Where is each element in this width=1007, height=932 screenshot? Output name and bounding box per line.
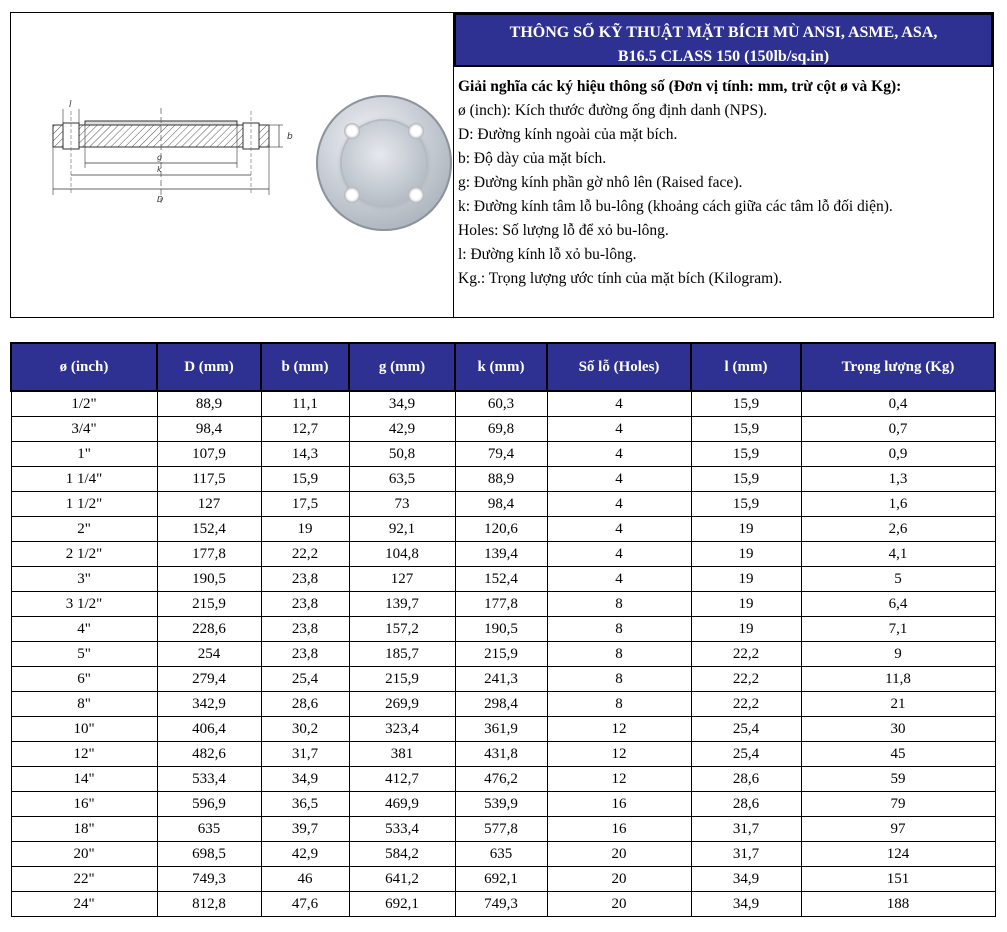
cell-nps: 6" [11, 667, 157, 692]
cell-thickness: 42,9 [261, 842, 349, 867]
cell-thickness: 34,9 [261, 767, 349, 792]
col-header-bolt-circle: k (mm) [455, 343, 547, 391]
cell-weight: 11,8 [801, 667, 995, 692]
col-header-thickness: b (mm) [261, 343, 349, 391]
label-l: l [69, 100, 72, 110]
cell-raised-face: 412,7 [349, 767, 455, 792]
cell-weight: 1,3 [801, 467, 995, 492]
bolt-hole [344, 187, 360, 203]
cell-thickness: 11,1 [261, 391, 349, 417]
cell-thickness: 39,7 [261, 817, 349, 842]
cell-nps: 1/2" [11, 391, 157, 417]
cell-nps: 14" [11, 767, 157, 792]
cell-hole-diameter: 15,9 [691, 492, 801, 517]
cell-outer-diameter: 98,4 [157, 417, 261, 442]
table-row [11, 492, 995, 517]
cell-bolt-circle: 120,6 [455, 517, 547, 542]
table-row [11, 642, 995, 667]
cell-outer-diameter: 228,6 [157, 617, 261, 642]
col-header-weight: Trọng lượng (Kg) [801, 343, 995, 391]
table-row [11, 817, 995, 842]
title-line-2: B16.5 CLASS 150 (150lb/sq.in) [617, 48, 830, 65]
cell-outer-diameter: 279,4 [157, 667, 261, 692]
cell-holes: 4 [547, 542, 691, 567]
table-row [11, 417, 995, 442]
cell-thickness: 25,4 [261, 667, 349, 692]
cell-holes: 16 [547, 792, 691, 817]
cell-outer-diameter: 533,4 [157, 767, 261, 792]
cell-outer-diameter: 635 [157, 817, 261, 842]
cell-holes: 20 [547, 842, 691, 867]
cell-holes: 12 [547, 717, 691, 742]
bolt-hole [408, 187, 424, 203]
cell-weight: 30 [801, 717, 995, 742]
cell-weight: 6,4 [801, 592, 995, 617]
cell-outer-diameter: 812,8 [157, 892, 261, 917]
cell-outer-diameter: 215,9 [157, 592, 261, 617]
cell-bolt-circle: 139,4 [455, 542, 547, 567]
cell-weight: 9 [801, 642, 995, 667]
cell-outer-diameter: 254 [157, 642, 261, 667]
cell-outer-diameter: 749,3 [157, 867, 261, 892]
col-header-hole-diameter: l (mm) [691, 343, 801, 391]
cell-weight: 188 [801, 892, 995, 917]
blind-flange-photo [316, 95, 452, 231]
label-k: k [157, 165, 162, 174]
table-row [11, 467, 995, 492]
cell-raised-face: 50,8 [349, 442, 455, 467]
table-row [11, 692, 995, 717]
cell-outer-diameter: 190,5 [157, 567, 261, 592]
cell-raised-face: 469,9 [349, 792, 455, 817]
cell-weight: 79 [801, 792, 995, 817]
cell-holes: 8 [547, 592, 691, 617]
legend-item: Kg.: Trọng lượng ước tính của mặt bích (Kilogram). [458, 270, 783, 287]
cell-thickness: 14,3 [261, 442, 349, 467]
cell-bolt-circle: 177,8 [455, 592, 547, 617]
legend-item: b: Độ dày của mặt bích. [458, 150, 607, 167]
cell-raised-face: 692,1 [349, 892, 455, 917]
cell-nps: 18" [11, 817, 157, 842]
cell-nps: 3 1/2" [11, 592, 157, 617]
page-title [454, 13, 993, 67]
cell-hole-diameter: 28,6 [691, 767, 801, 792]
cell-hole-diameter: 31,7 [691, 817, 801, 842]
cell-nps: 8" [11, 692, 157, 717]
cell-raised-face: 92,1 [349, 517, 455, 542]
cell-thickness: 46 [261, 867, 349, 892]
flange-illustration [11, 13, 454, 317]
cell-weight: 0,9 [801, 442, 995, 467]
cell-nps: 1 1/4" [11, 467, 157, 492]
legend-item: D: Đường kính ngoài của mặt bích. [458, 126, 678, 143]
cell-holes: 8 [547, 667, 691, 692]
cell-raised-face: 63,5 [349, 467, 455, 492]
cell-holes: 16 [547, 817, 691, 842]
cell-raised-face: 185,7 [349, 642, 455, 667]
table-row [11, 842, 995, 867]
cell-thickness: 28,6 [261, 692, 349, 717]
cell-hole-diameter: 19 [691, 542, 801, 567]
cell-weight: 97 [801, 817, 995, 842]
cell-weight: 1,6 [801, 492, 995, 517]
table-row [11, 442, 995, 467]
cell-outer-diameter: 127 [157, 492, 261, 517]
cell-raised-face: 381 [349, 742, 455, 767]
cell-thickness: 15,9 [261, 467, 349, 492]
label-g: g [157, 153, 163, 162]
symbol-legend [454, 67, 993, 291]
bolt-hole [344, 123, 360, 139]
cell-bolt-circle: 298,4 [455, 692, 547, 717]
cell-holes: 4 [547, 567, 691, 592]
cell-nps: 3/4" [11, 417, 157, 442]
cell-hole-diameter: 34,9 [691, 867, 801, 892]
legend-item: k: Đường kính tâm lỗ bu-lông (khoảng cách giữa các tâm lỗ đối diện). [458, 198, 893, 215]
cell-thickness: 23,8 [261, 567, 349, 592]
cell-raised-face: 323,4 [349, 717, 455, 742]
cell-weight: 2,6 [801, 517, 995, 542]
cell-nps: 16" [11, 792, 157, 817]
cell-raised-face: 641,2 [349, 867, 455, 892]
table-row [11, 617, 995, 642]
cell-nps: 4" [11, 617, 157, 642]
cell-raised-face: 42,9 [349, 417, 455, 442]
cell-weight: 7,1 [801, 617, 995, 642]
cell-bolt-circle: 152,4 [455, 567, 547, 592]
table-row [11, 867, 995, 892]
table-row [11, 391, 995, 417]
col-header-holes: Số lỗ (Holes) [547, 343, 691, 391]
cell-outer-diameter: 482,6 [157, 742, 261, 767]
cell-outer-diameter: 107,9 [157, 442, 261, 467]
cell-weight: 21 [801, 692, 995, 717]
cell-thickness: 19 [261, 517, 349, 542]
cell-weight: 124 [801, 842, 995, 867]
cell-hole-diameter: 25,4 [691, 717, 801, 742]
cell-nps: 2" [11, 517, 157, 542]
cell-nps: 20" [11, 842, 157, 867]
cell-bolt-circle: 577,8 [455, 817, 547, 842]
cell-outer-diameter: 596,9 [157, 792, 261, 817]
cell-bolt-circle: 635 [455, 842, 547, 867]
cell-nps: 1 1/2" [11, 492, 157, 517]
cell-holes: 4 [547, 517, 691, 542]
cell-holes: 20 [547, 867, 691, 892]
cell-raised-face: 157,2 [349, 617, 455, 642]
cell-bolt-circle: 79,4 [455, 442, 547, 467]
table-row [11, 542, 995, 567]
cell-weight: 0,4 [801, 391, 995, 417]
spec-table [10, 342, 996, 917]
cell-outer-diameter: 342,9 [157, 692, 261, 717]
title-line-1: THÔNG SỐ KỸ THUẬT MẶT BÍCH MÙ ANSI, ASME, ASA, [509, 24, 938, 41]
table-row [11, 517, 995, 542]
cell-nps: 2 1/2" [11, 542, 157, 567]
cell-thickness: 12,7 [261, 417, 349, 442]
col-header-outer-diameter: D (mm) [157, 343, 261, 391]
cell-hole-diameter: 34,9 [691, 892, 801, 917]
cell-hole-diameter: 15,9 [691, 442, 801, 467]
cell-weight: 4,1 [801, 542, 995, 567]
cell-bolt-circle: 692,1 [455, 867, 547, 892]
cell-raised-face: 139,7 [349, 592, 455, 617]
cell-bolt-circle: 476,2 [455, 767, 547, 792]
cell-hole-diameter: 19 [691, 617, 801, 642]
legend-heading: Giải nghĩa các ký hiệu thông số (Đơn vị tính: mm, trừ cột ø và Kg): [458, 78, 902, 95]
cell-thickness: 17,5 [261, 492, 349, 517]
cell-holes: 4 [547, 417, 691, 442]
table-row [11, 892, 995, 917]
bolt-hole [408, 123, 424, 139]
legend-item: l: Đường kính lỗ xỏ bu-lông. [458, 246, 637, 263]
cell-thickness: 23,8 [261, 617, 349, 642]
cell-raised-face: 73 [349, 492, 455, 517]
cell-nps: 22" [11, 867, 157, 892]
cell-holes: 8 [547, 642, 691, 667]
cell-hole-diameter: 25,4 [691, 742, 801, 767]
cell-outer-diameter: 406,4 [157, 717, 261, 742]
legend-item: g: Đường kính phần gờ nhô lên (Raised face). [458, 174, 743, 191]
cell-outer-diameter: 177,8 [157, 542, 261, 567]
cell-raised-face: 533,4 [349, 817, 455, 842]
cell-hole-diameter: 15,9 [691, 467, 801, 492]
cell-weight: 5 [801, 567, 995, 592]
cell-bolt-circle: 749,3 [455, 892, 547, 917]
spec-info-panel [10, 12, 994, 318]
cell-holes: 8 [547, 617, 691, 642]
col-header-raised-face: g (mm) [349, 343, 455, 391]
cell-outer-diameter: 152,4 [157, 517, 261, 542]
cell-hole-diameter: 31,7 [691, 842, 801, 867]
cell-thickness: 31,7 [261, 742, 349, 767]
cell-bolt-circle: 241,3 [455, 667, 547, 692]
cell-nps: 24" [11, 892, 157, 917]
cell-bolt-circle: 361,9 [455, 717, 547, 742]
legend-item: Holes: Số lượng lỗ để xỏ bu-lông. [458, 222, 669, 239]
cell-raised-face: 34,9 [349, 391, 455, 417]
cell-thickness: 22,2 [261, 542, 349, 567]
table-body [11, 391, 995, 917]
label-b: b [287, 132, 293, 142]
cell-holes: 20 [547, 892, 691, 917]
cell-hole-diameter: 19 [691, 592, 801, 617]
cell-hole-diameter: 15,9 [691, 391, 801, 417]
cell-bolt-circle: 539,9 [455, 792, 547, 817]
cell-thickness: 30,2 [261, 717, 349, 742]
table-row [11, 717, 995, 742]
table-row [11, 667, 995, 692]
cell-hole-diameter: 22,2 [691, 692, 801, 717]
cell-hole-diameter: 19 [691, 567, 801, 592]
cell-thickness: 47,6 [261, 892, 349, 917]
cell-nps: 3" [11, 567, 157, 592]
col-header-nps: ø (inch) [11, 343, 157, 391]
legend-item: ø (inch): Kích thước đường ống định danh (NPS). [458, 102, 768, 119]
cell-bolt-circle: 215,9 [455, 642, 547, 667]
table-row [11, 742, 995, 767]
table-row [11, 767, 995, 792]
table-header-row [11, 343, 995, 391]
cell-raised-face: 215,9 [349, 667, 455, 692]
cell-raised-face: 104,8 [349, 542, 455, 567]
cell-bolt-circle: 60,3 [455, 391, 547, 417]
cell-weight: 151 [801, 867, 995, 892]
cell-bolt-circle: 69,8 [455, 417, 547, 442]
cell-bolt-circle: 88,9 [455, 467, 547, 492]
label-D: D [157, 195, 164, 204]
cell-bolt-circle: 98,4 [455, 492, 547, 517]
cell-raised-face: 127 [349, 567, 455, 592]
cell-weight: 0,7 [801, 417, 995, 442]
cell-nps: 12" [11, 742, 157, 767]
cell-holes: 4 [547, 467, 691, 492]
cell-thickness: 23,8 [261, 592, 349, 617]
cell-weight: 45 [801, 742, 995, 767]
cell-raised-face: 269,9 [349, 692, 455, 717]
cell-bolt-circle: 431,8 [455, 742, 547, 767]
cell-thickness: 23,8 [261, 642, 349, 667]
table-row [11, 567, 995, 592]
cell-outer-diameter: 117,5 [157, 467, 261, 492]
cell-holes: 12 [547, 742, 691, 767]
spec-description [454, 13, 993, 317]
cell-hole-diameter: 28,6 [691, 792, 801, 817]
cell-weight: 59 [801, 767, 995, 792]
cell-outer-diameter: 698,5 [157, 842, 261, 867]
cell-thickness: 36,5 [261, 792, 349, 817]
cell-holes: 4 [547, 391, 691, 417]
cell-nps: 10" [11, 717, 157, 742]
cell-hole-diameter: 19 [691, 517, 801, 542]
cell-holes: 8 [547, 692, 691, 717]
cell-raised-face: 584,2 [349, 842, 455, 867]
cell-nps: 5" [11, 642, 157, 667]
cell-holes: 4 [547, 442, 691, 467]
cell-bolt-circle: 190,5 [455, 617, 547, 642]
table-row [11, 592, 995, 617]
cell-nps: 1" [11, 442, 157, 467]
cell-hole-diameter: 15,9 [691, 417, 801, 442]
table-row [11, 792, 995, 817]
cell-hole-diameter: 22,2 [691, 642, 801, 667]
cell-outer-diameter: 88,9 [157, 391, 261, 417]
cell-holes: 4 [547, 492, 691, 517]
cell-holes: 12 [547, 767, 691, 792]
flange-section-drawing [11, 13, 311, 319]
cell-hole-diameter: 22,2 [691, 667, 801, 692]
